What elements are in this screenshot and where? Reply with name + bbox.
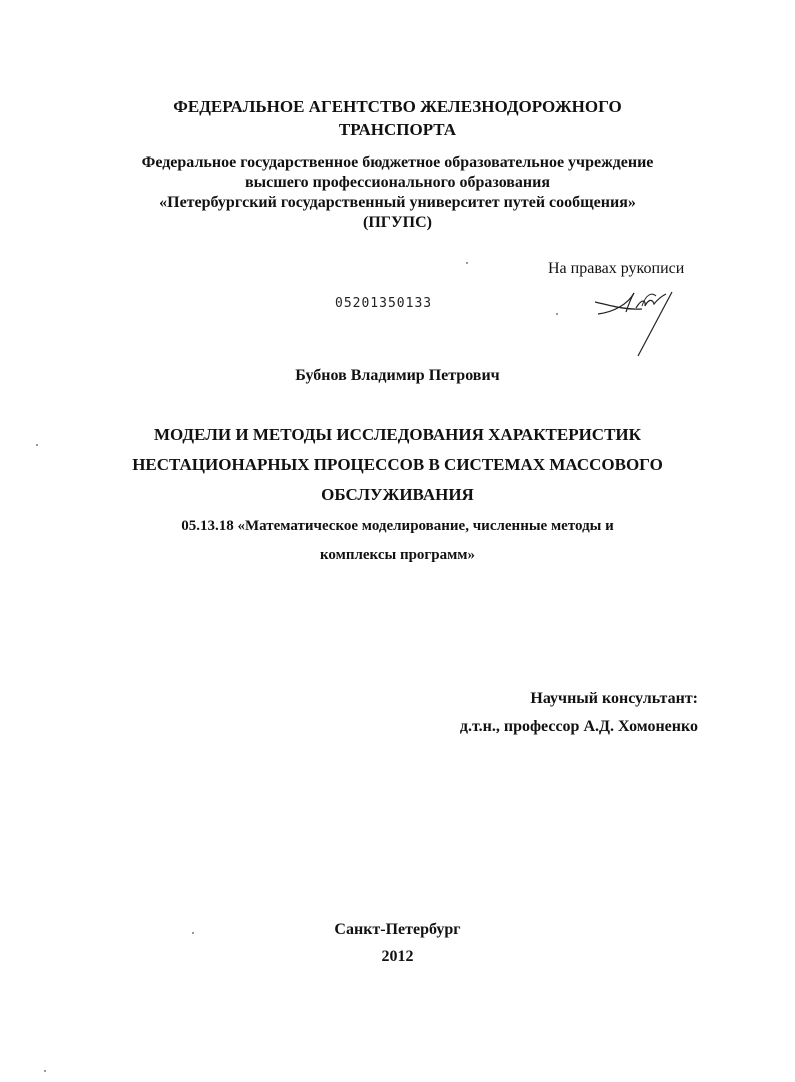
scan-speck [466, 262, 468, 264]
title-line: ОБСЛУЖИВАНИЯ [321, 485, 474, 504]
scan-speck [36, 444, 38, 446]
city: Санкт-Петербург [334, 921, 461, 938]
specialty-line: 05.13.18 «Математическое моделирование, численные методы и [181, 518, 614, 534]
scan-speck [556, 313, 558, 315]
document-code: 05201350133 [335, 296, 433, 311]
agency-line: ФЕДЕРАЛЬНОЕ АГЕНТСТВО ЖЕЛЕЗНОДОРОЖНОГО [173, 97, 622, 116]
rights-note: На правах рукописи [548, 260, 685, 277]
specialty-line: комплексы программ» [319, 547, 476, 563]
agency-heading [0, 95, 795, 141]
author-name: Бубнов Владимир Петрович [295, 367, 500, 384]
year: 2012 [381, 948, 414, 965]
signature-image [590, 286, 685, 358]
consultant-name: д.т.н., профессор А.Д. Хомоненко [459, 718, 698, 735]
specialty [0, 512, 795, 570]
institution-block [0, 153, 795, 233]
institution-line: Федеральное государственное бюджетное образовательное учреждение [141, 154, 654, 171]
scan-speck [192, 932, 194, 934]
title-line: МОДЕЛИ И МЕТОДЫ ИССЛЕДОВАНИЯ ХАРАКТЕРИСТИК [154, 425, 641, 444]
institution-line: «Петербургский государственный университет путей сообщения» [159, 194, 636, 211]
thesis-title [0, 420, 795, 510]
consultant-label: Научный консультант: [530, 690, 698, 707]
scan-speck [44, 1070, 46, 1072]
institution-line: высшего профессионального образования [244, 174, 551, 191]
institution-line: (ПГУПС) [362, 214, 433, 231]
agency-line: ТРАНСПОРТА [338, 120, 457, 139]
title-line: НЕСТАЦИОНАРНЫХ ПРОЦЕССОВ В СИСТЕМАХ МАССОВОГО [132, 455, 663, 474]
